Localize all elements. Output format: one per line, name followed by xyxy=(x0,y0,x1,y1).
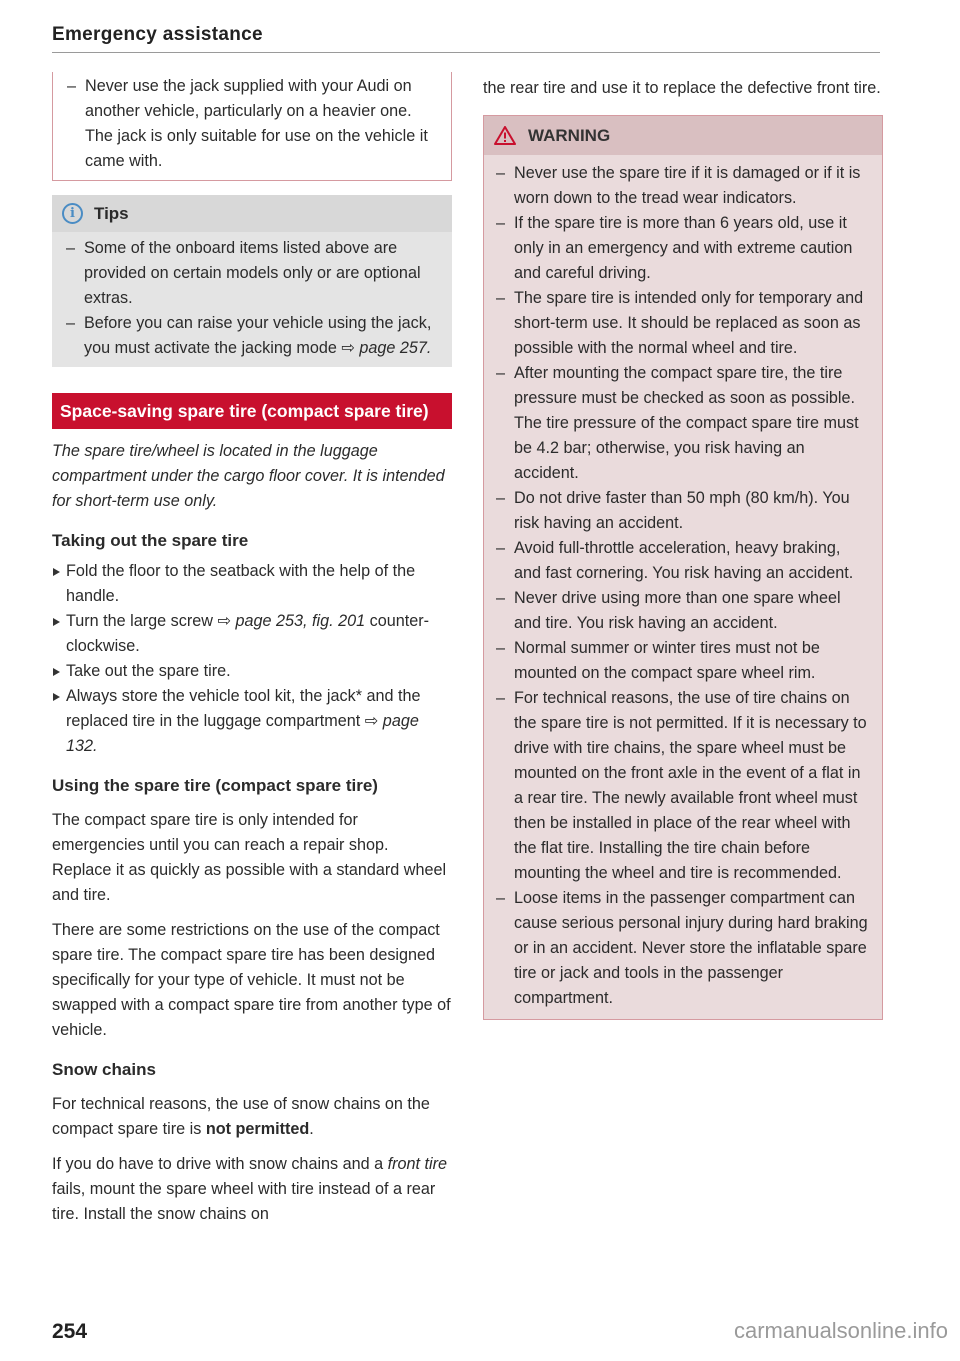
list-item: – After mounting the compact spare tire, the tire pressure must be checked as soon as possible. The tire pressure of the compact spare tire must be 4.2 bar; otherwise, you risk having an accident. xyxy=(496,361,870,486)
paragraph: There are some restrictions on the use of the compact spare tire. The compact spare tire has been designed specifically for your type of vehicle. It must not be swapped with a compact spare tire from another type of vehicle. xyxy=(52,921,451,1039)
step-item xyxy=(52,684,452,759)
list-item: – Never use the spare tire if it is damaged or if it is worn down to the tread wear indicators. xyxy=(496,161,870,211)
page-number: 254 xyxy=(52,1320,88,1343)
list-item: – Normal summer or winter tires must not be mounted on the compact spare wheel rim. xyxy=(496,636,870,686)
continued-warning-box xyxy=(52,72,452,181)
subheading-taking-out: Taking out the spare tire xyxy=(52,531,249,550)
text: fails, mount the spare wheel with tire instead of a rear tire. Install the snow chains on xyxy=(52,1180,436,1223)
list-item: – Never use the jack supplied with your Audi on another vehicle, particularly on a heavier one. The jack is only suitable for use on the vehicle it came with. xyxy=(67,74,437,174)
list-item: – For technical reasons, the use of tire chains on the spare tire is not permitted. If it is necessary to drive with tire chains, the spare wheel must be mounted on the front axle in the event of a flat in a rear tire. The newly available front wheel must then be installed in place of the rear wheel with the flat tire. Installing the tire chain before mounting the wheel and tire is recommended. xyxy=(496,686,870,886)
step-item xyxy=(52,659,452,684)
list-item xyxy=(66,236,442,311)
warning-header xyxy=(484,116,882,155)
info-icon: i xyxy=(62,203,83,224)
step-text-tail: counter-clockwise. xyxy=(66,612,430,655)
tip-text: Before you can raise your vehicle using the jack, you must activate the jacking mode xyxy=(84,314,432,357)
list-item: – Never drive using more than one spare wheel and tire. You risk having an accident. xyxy=(496,586,870,636)
list-item: – Avoid full-throttle acceleration, heavy braking, and fast cornering. You risk having an accident. xyxy=(496,536,870,586)
text: If you do have to drive with snow chains and a xyxy=(52,1155,388,1173)
tips-list xyxy=(66,236,442,361)
steps-list xyxy=(52,559,452,759)
tips-box xyxy=(52,195,452,367)
warning-triangle-icon xyxy=(494,126,516,145)
section-intro: The spare tire/wheel is located in the luggage compartment under the cargo floor cover. It is intended for short-term use only. xyxy=(52,442,445,510)
list-item: – The spare tire is intended only for temporary and short-term use. It should be replaced as soon as possible with the normal wheel and tire. xyxy=(496,286,870,361)
tips-header xyxy=(52,195,452,232)
emphasis: front tire xyxy=(387,1155,448,1173)
list-item: – Do not drive faster than 50 mph (80 km/h). You risk having an accident. xyxy=(496,486,870,536)
tip-text: Some of the onboard items listed above are provided on certain models only or are optional extras. xyxy=(84,239,421,307)
warning-list xyxy=(496,161,870,1011)
page-reference-link[interactable]: ⇨ page 132. xyxy=(66,712,419,755)
warning-box xyxy=(483,115,883,1020)
list-item xyxy=(66,311,442,361)
step-item xyxy=(52,609,452,659)
right-column xyxy=(483,76,883,1020)
text: . xyxy=(309,1120,314,1138)
page-header xyxy=(52,24,880,53)
step-text: Turn the large screw xyxy=(66,612,218,630)
emphasis: not permitted xyxy=(205,1120,310,1138)
continuation-text: the rear tire and use it to replace the defective front tire. xyxy=(483,79,881,97)
step-item xyxy=(52,559,452,609)
tips-heading: Tips xyxy=(94,204,129,223)
paragraph xyxy=(52,1152,452,1227)
paragraph xyxy=(52,1092,452,1142)
paragraph: The compact spare tire is only intended for emergencies until you can reach a repair shop. Replace it as quickly as possible with a standard wheel and tire. xyxy=(52,811,447,904)
page-reference-link[interactable]: ⇨ page 253, fig. 201 xyxy=(217,612,366,630)
step-text: Always store the vehicle tool kit, the jack* and the replaced tire in the luggage compartment xyxy=(66,687,421,730)
text: For technical reasons, the use of snow chains on the compact spare tire is xyxy=(52,1095,430,1138)
header-title: Emergency assistance xyxy=(52,24,263,45)
list-item: – Loose items in the passenger compartment can cause serious personal injury during hard braking or in an accident. Never store the inflatable spare tire or jack and tools in the passenger compartment. xyxy=(496,886,870,1011)
section-title: Space-saving spare tire (compact spare tire) xyxy=(52,393,452,429)
subheading-using: Using the spare tire (compact spare tire) xyxy=(52,776,378,795)
list-item: – If the spare tire is more than 6 years old, use it only in an emergency and with extreme caution and careful driving. xyxy=(496,211,870,286)
page-reference-link[interactable]: ⇨ page 257. xyxy=(341,339,432,357)
watermark: carmanualsonline.info xyxy=(733,1318,948,1343)
left-column xyxy=(52,76,452,1227)
subheading-snow-chains: Snow chains xyxy=(52,1060,156,1079)
tips-body xyxy=(52,232,452,361)
step-text: Fold the floor to the seatback with the help of the handle. xyxy=(66,562,416,605)
step-text: Take out the spare tire. xyxy=(66,662,231,680)
warning-heading: WARNING xyxy=(528,126,611,145)
continued-warning-list xyxy=(67,74,437,174)
warning-body xyxy=(484,155,882,1019)
